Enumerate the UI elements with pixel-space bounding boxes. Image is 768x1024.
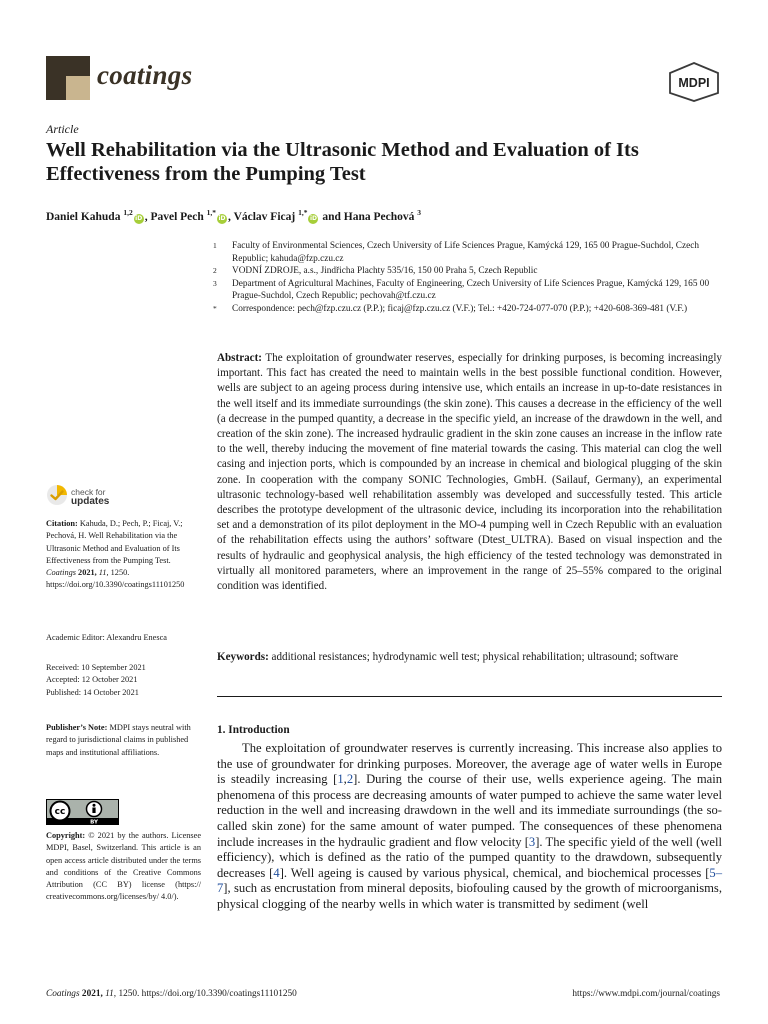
mdpi-logo xyxy=(668,62,720,102)
affiliation-item xyxy=(213,240,723,265)
reference-link[interactable]: 2 xyxy=(346,772,354,787)
keywords-text: additional resistances; hydrodynamic well test; physical rehabilitation; ultrasound; software xyxy=(271,651,679,663)
footer-journal: Coatings xyxy=(46,989,80,999)
academic-editor: Academic Editor: Alexandru Enesca xyxy=(46,633,167,642)
intro-text: , xyxy=(343,772,347,787)
author-name: Václav Ficaj xyxy=(233,210,296,223)
copyright-label: Copyright: xyxy=(46,831,86,840)
reference-link[interactable]: 5–7 xyxy=(217,865,722,896)
affiliation-item xyxy=(213,303,723,316)
journal-name: coatings xyxy=(97,60,193,90)
orcid-icon[interactable]: iD xyxy=(309,214,317,222)
affiliation-item xyxy=(213,278,723,303)
journal-logo xyxy=(46,56,90,100)
abstract-label: Abstract: xyxy=(217,352,262,364)
intro-text: ], such as encrustation from mineral deposits, biofouling caused by the growth of microorganisms, physical clogging of the nearby wells in which water is transmitted by sediment (well xyxy=(217,881,722,911)
footer-volume: 11, xyxy=(105,989,117,999)
reference-link[interactable]: 1 xyxy=(337,772,344,787)
copyright-text: © 2021 by the authors. Licensee MDPI, Basel, Switzerland. This article is an open access article distributed under the terms and conditions of the Creative Commons Attribution (CC BY) license (https:// creativecommons.org/licenses/by/ 4.0/). xyxy=(46,831,202,902)
affiliation-mark: 1 xyxy=(213,241,217,250)
check-for-updates-button[interactable] xyxy=(46,484,146,514)
published-date: Published: 14 October 2021 xyxy=(46,687,139,697)
footer-citation xyxy=(46,989,297,999)
affiliations xyxy=(213,240,723,316)
intro-text: ]. The specific yield of the well (well efficiency), which is defined as the ratio of the pumped quantity to the drawdown, subsequently decreases [ xyxy=(217,834,722,880)
copyright-block xyxy=(46,830,201,904)
citation-text: Kahuda, D.; Pech, P.; Ficaj, V.; Pechová, H. Well Rehabilitation via the Ultrasonic Method and Evaluation of Its Effectiveness from the Pumping Test. xyxy=(46,519,183,565)
affiliation-mark: 3 xyxy=(213,278,217,288)
author-name: Hana Pechová xyxy=(343,210,415,223)
intro-paragraph xyxy=(217,741,722,913)
author-affiliation-mark: 1,2 xyxy=(123,208,133,217)
page-title: Well Rehabilitation via the Ultrasonic Method and Evaluation of Its Effectiveness from the Pumping Test xyxy=(46,139,639,185)
intro-text: ]. Well ageing is caused by various physical, chemical, and biochemical processes [ xyxy=(279,865,710,880)
accepted-date: Accepted: 12 October 2021 xyxy=(46,675,138,685)
by-label: BY xyxy=(90,819,98,825)
article-type: Article xyxy=(46,122,79,136)
author-separator: , xyxy=(144,210,151,223)
affiliation-text: Department of Agricultural Machines, Faculty of Engineering, Czech University of Life Sciences Prague, Kamýcká 129, 165 00 Prague-Suchdol, Czech Republic; pechovah@tf.czu.cz xyxy=(232,278,710,302)
affiliation-text: VODNÍ ZDROJE, a.s., Jindřicha Plachty 535/16, 150 00 Praha 5, Czech Republic xyxy=(232,266,538,277)
author-affiliation-mark: 1,* xyxy=(206,208,217,217)
footer-year: 2021, xyxy=(81,989,103,999)
author-list xyxy=(46,205,726,225)
citation-journal: Coatings xyxy=(46,568,76,578)
keywords xyxy=(217,650,722,666)
cc-icon: cc xyxy=(54,807,66,818)
author-separator: and xyxy=(319,210,344,223)
publisher-note-text: MDPI stays neutral with regard to jurisdictional claims in published maps and institutional affiliations. xyxy=(46,723,191,757)
affiliation-item xyxy=(213,265,723,278)
cc-by-license-badge[interactable] xyxy=(46,799,119,825)
orcid-icon[interactable]: iD xyxy=(218,214,226,222)
citation-doi[interactable]: 1250. https://doi.org/10.3390/coatings11101250 xyxy=(46,568,185,590)
orcid-icon[interactable]: iD xyxy=(135,214,143,222)
reference-link[interactable]: 4 xyxy=(273,865,280,880)
abstract xyxy=(217,351,722,594)
check-updates-line1: check for xyxy=(71,487,106,497)
author-name: Daniel Kahuda xyxy=(46,210,121,223)
affiliation-text: Correspondence: pech@fzp.czu.cz (P.P.); ficaj@fzp.czu.cz (V.F.); Tel.: +420-724-077-070 (P.P.); +420-608-369-481 (V.F.) xyxy=(232,303,688,314)
author-affiliation-mark: 3 xyxy=(417,208,421,217)
publisher-note xyxy=(46,722,201,759)
check-updates-icon xyxy=(46,484,68,506)
affiliation-text: Faculty of Environmental Sciences, Czech University of Life Sciences Prague, Kamýcká 129, 165 00 Prague-Suchdol, Czech Republic; kahuda@fzp.czu.cz xyxy=(232,241,700,264)
citation-block xyxy=(46,518,201,592)
check-updates-line2: updates xyxy=(71,496,110,507)
footer-doi[interactable]: 1250. https://doi.org/10.3390/coatings11101250 xyxy=(118,989,297,999)
citation-label: Citation: xyxy=(46,519,78,528)
intro-text: [ xyxy=(333,772,338,787)
intro-text: The exploitation of groundwater reserves is currently increasing. This increase also applies to the use of groundwater for drinking purposes. Moreover, the average age of water wells in Europe is steadily increasing xyxy=(217,741,722,787)
author-name: Pavel Pech xyxy=(150,210,204,223)
mdpi-logo-text: MDPI xyxy=(678,76,710,90)
citation-year: 2021, xyxy=(78,568,97,578)
received-date: Received: 10 September 2021 xyxy=(46,663,146,672)
affiliation-mark: * xyxy=(213,303,217,313)
publisher-note-label: Publisher’s Note: xyxy=(46,723,108,732)
author-affiliation-mark: 1,* xyxy=(298,208,308,217)
reference-link[interactable]: 3 xyxy=(528,834,536,849)
intro-text: ]. During the course of their use, wells experience ageing. The main phenomena of this process are decreasing amounts of water pumped to achieve the same water level reduction in the well and increasing drawdown in the well and its immediate surroundings (the so-called skin zone) for the same amount of water pumped. The consequences of these phenomena include increases in the hydraulic gradient and flow velocity [ xyxy=(217,772,722,849)
affiliation-mark: 2 xyxy=(213,266,217,276)
section-heading: 1. Introduction xyxy=(217,724,290,736)
author-separator: , xyxy=(228,210,234,223)
keywords-label: Keywords: xyxy=(217,651,269,663)
abstract-text: The exploitation of groundwater reserves, especially for drinking purposes, is becoming increasingly important. This fact has created the need to maintain wells in the best possible functional condition. However, wells are subject to an ageing process during intensive use, which entails an increase in up-to-date resistances in the well itself and its immediate surroundings (the skin zone). This causes a decrease in the efficiency of the well (a decrease in the pumped quantity, a decrease in the specific yield, an increase of the drawdown in the well, and creation of the skin zone). The increased hydraulic gradient in the skin zone causes an increase in the inflow rate to the well, thereby inducing the movement of fine material towards the casing. This material can clog the well casing and injection ports, which is compounded by an increase in chemical and biological plugging of the skin zone. In cooperation with the company SONIC Technologies, GmbH. (Sailauf, Germany), an experimental ultrasonic technology-based well rehabilitation assembly was developed and successfully tested. This article describes the prototype development of the ultrasonic device, including its incorporation into the rehabilitation set and a demonstration of its pilot deployment in the MO-4 pumping well in Czech Republic with an evaluation of the rehabilitation effects using the authors’ software (Dtest_ULTRA). Based on visual inspection and the results of hydraulic and geophysical analysis, the high efficiency of the tested technology was demonstrated in virtually all monitored parameters, where an improvement in the range of 25–55% compared to the original condition was identified. xyxy=(217,352,722,593)
citation-volume: 11, xyxy=(98,568,109,578)
section-divider xyxy=(217,696,722,697)
publication-dates xyxy=(46,662,201,699)
footer-journal-url[interactable]: https://www.mdpi.com/journal/coatings xyxy=(572,989,720,999)
